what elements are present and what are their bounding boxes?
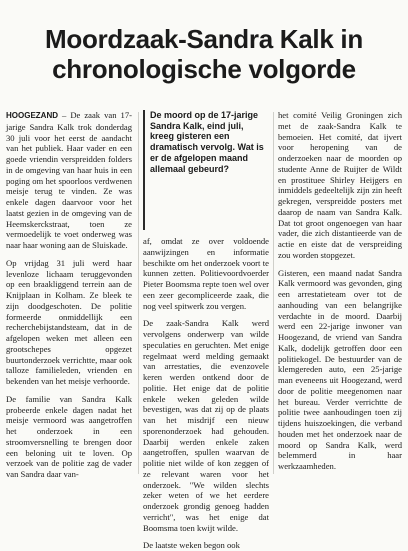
article-paragraph: De laatste weken begon ook xyxy=(143,540,240,551)
article-paragraph: HOOGEZAND – De zaak van 17-jarige Sandra Kalk trok donderdag 30 juli voor het eerst de aandacht van het publiek. Haar vader en een goede vriendin verspreidden folders in de omgeving van haar huis in een poging om het spoorloos verdwenen meisje terug te vinden. Ze was enkele dagen daarvoor voor het laatst gezien in de omgeving van de Heemskerckstraat, toen ze vermoedelijk te voet onderweg was naar haar woning aan de Sluiskade. xyxy=(6,110,132,250)
article-paragraph: het comité Veilig Groningen zich met de zaak-Sandra Kalk te bemoeien. Het comité, dat ijvert voor heropening van de onderzoeken naar de moorden op studente Anne de Ruijter de Wildt en prostituee Shirley Heijgers en inmiddels gedeeltelijk zijn zin heeft gekregen, verspreidde posters met daarop de naam van Sandra Kalk. Dat tot groot ongenoegen van haar vader, die zich distantieerde van de actie en eiste dat de verspreiding zou worden stopgezet. xyxy=(278,110,402,260)
headline: Moordzaak-Sandra Kalk in chronologische volgorde xyxy=(45,24,363,84)
intro-lead: De moord op de 17-jarige Sandra Kalk, eind juli, kreeg gisteren een dramatisch vervolg. Wat is er de afgelopen maand allemaal gebeurd? xyxy=(143,110,269,230)
dateline: HOOGEZAND xyxy=(6,111,58,120)
column-rule xyxy=(138,112,139,474)
article-paragraph: Op vrijdag 31 juli werd haar levenloze lichaam teruggevonden op een braakliggend terrein aan de Knijplaan in Kolham. Ze bleek te zijn doodgeschoten. De politie formeerde onmiddellijk een recherchebijstandsteam, dat in de afgelopen weken met alleen een grootschepes opgezet buurtonderzoek verrichtte, maar ook talloze familieleden, vrienden en bekenden van het meisje verhoorde. xyxy=(6,257,132,386)
article-column-1 xyxy=(6,110,132,479)
article-column-3 xyxy=(278,110,402,476)
column-rule xyxy=(273,112,274,474)
article-paragraph: Gisteren, een maand nadat Sandra Kalk vermoord was gevonden, ging een arrestatieteam over tot de aanhouding van een belangrijke verdachte in de moord. Daarbij werd een 22-jarige inwoner van Hoogezand, de vriend van Sandra Kalk, dodelijk getroffen door een politiekogel. De bestuurder van de klemgereden auto, een 25-jarige man eveneens uit Hoogezand, werd door de politie meegenomen naar het bureau. Verder verrichtte de politie twee aanhoudingen toen zij tijdens huiszoekingen, die verband houden met het onderzoek naar de moord op Sandra Kalk, werd belemmerd in haar werkzaamheden. xyxy=(278,267,402,471)
article-paragraph: af, omdat ze over voldoende aanwijzingen en informatie beschikte om het onderzoek voort te kunnen zetten. Politievoordvoerder Pieter Boomsma repte toen wel over een zeer gecompliceerde zaak, die nog veel spitwerk zou vergen. xyxy=(143,236,269,311)
article-column-2 xyxy=(143,236,269,551)
article-paragraph: De familie van Sandra Kalk probeerde enkele dagen nadat het meisje vermoord was aangetroffen het onderzoek in een stroomversnelling te brengen door een beloning uit te loven. Op verzoek van de politie zag de vader van Sandra daar van- xyxy=(6,393,132,479)
article-paragraph: De zaak-Sandra Kalk werd vervolgens onderwerp van wilde speculaties en geruchten. Met enige regelmaat werd melding gemaakt van arrestaties, die evenzovele keren werden ontkend door de politie. Het enige dat de politie enkele weken geleden wilde bevestigen, was dat zij op de plaats van het misdrijf een nieuw sporenonderzoek had gehouden. Daarbij werden enkele zaken aangetroffen, spullen waarvan de politie niet wilde of kon zeggen of ze relevant waren voor het onderzoek. "We wilden slechts zeker weten of we het eerdere onderzoek grondig genoeg hadden verricht", was het enige dat Boomsma toen kwijt wilde. xyxy=(143,318,269,533)
